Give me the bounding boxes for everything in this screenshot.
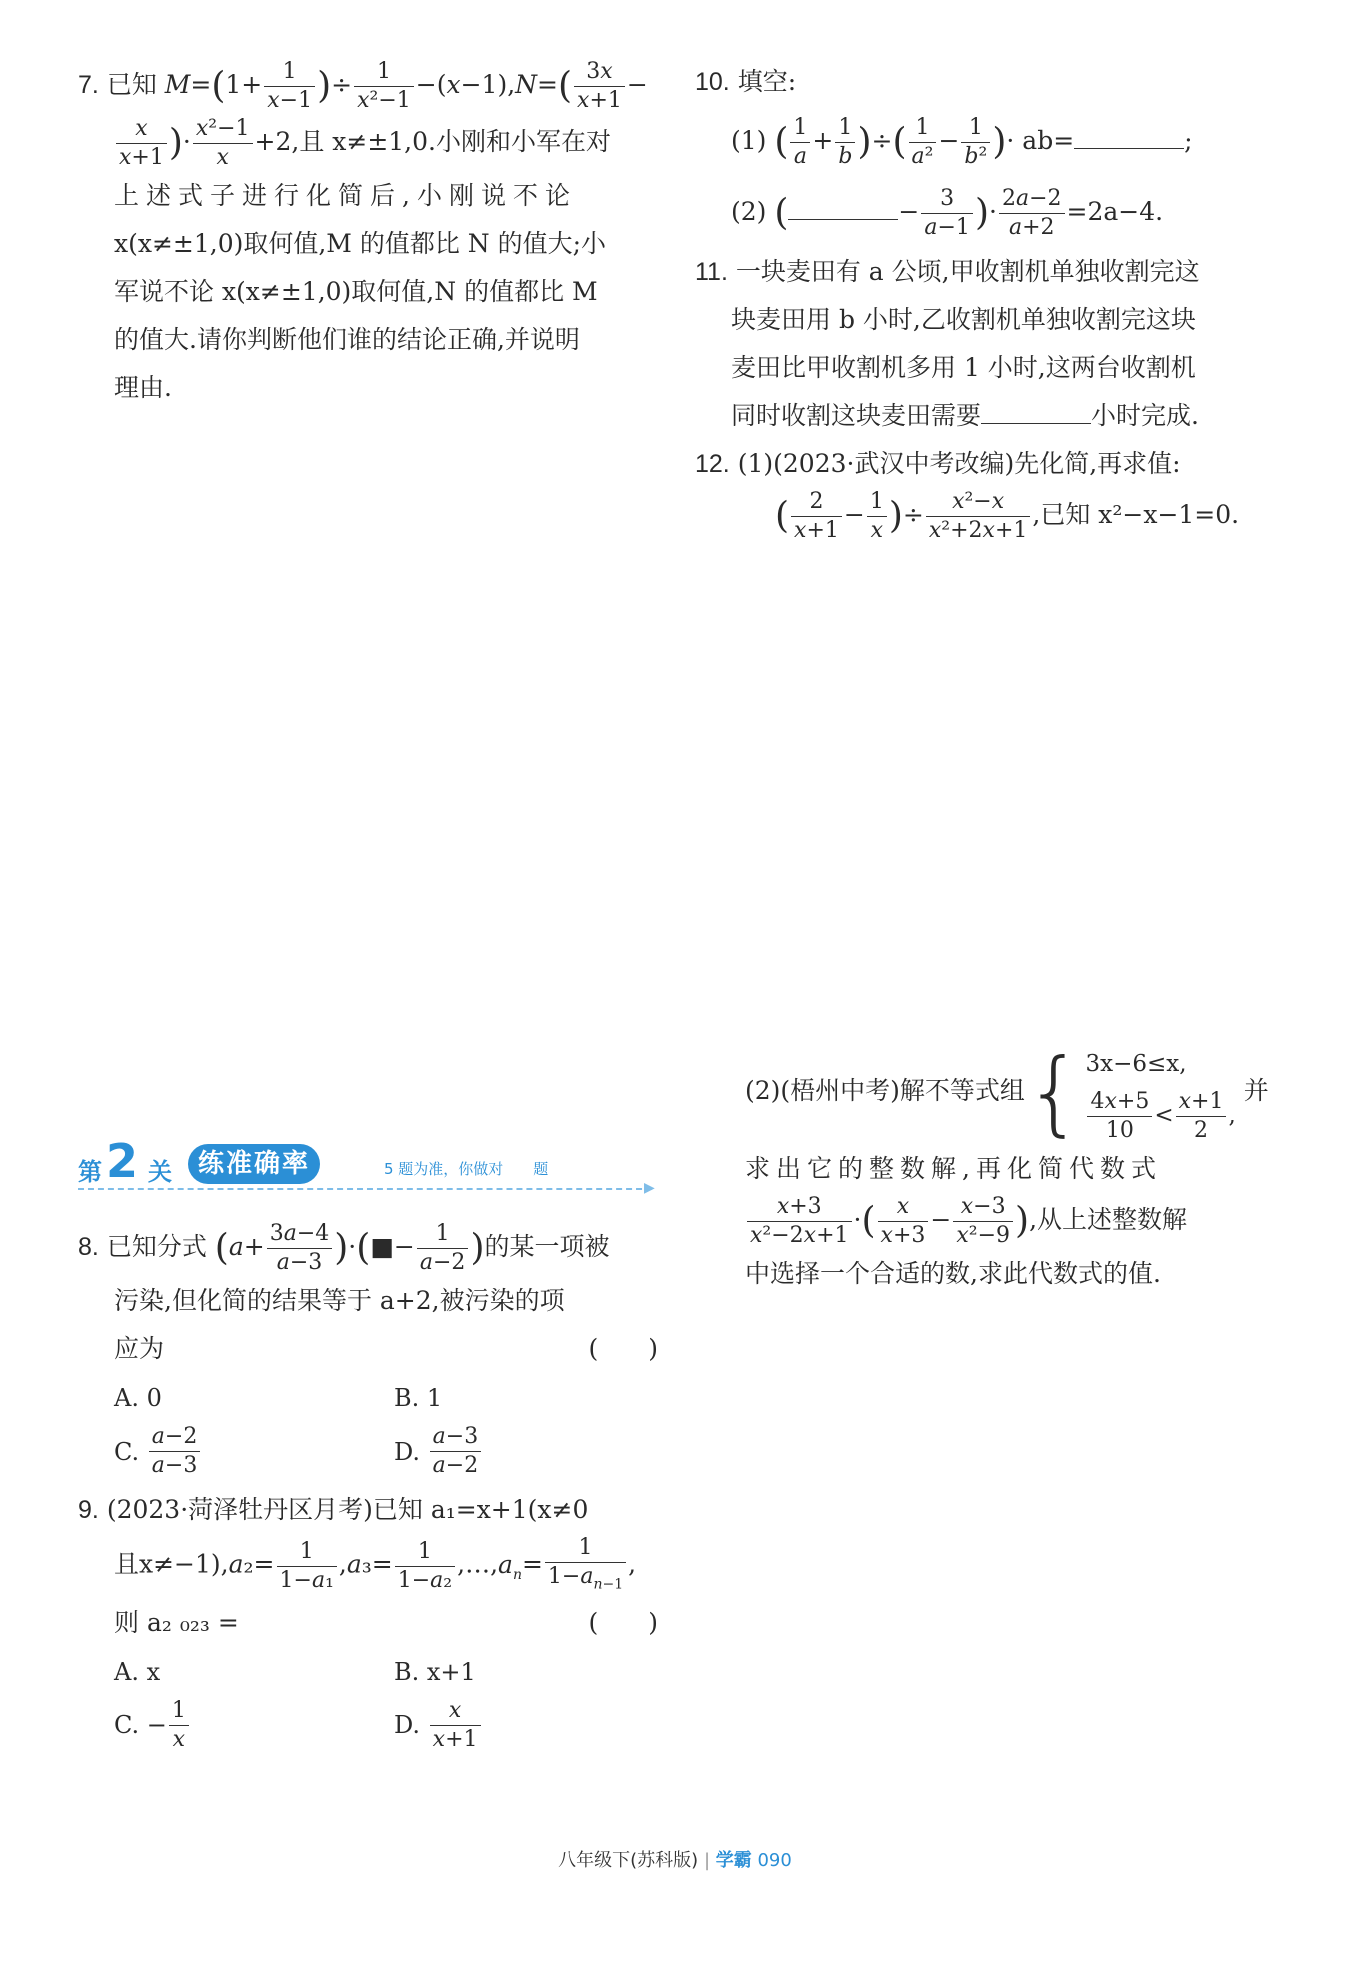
arrow-right-icon: ▶: [644, 1180, 655, 1196]
q8-tail: 的某一项被: [484, 1232, 610, 1261]
banner-guan: 关: [148, 1158, 172, 1186]
question-8: 8. 已知分式 (a+ $\frac{3a-4}{a-3}$ )·(■− $\frac{1}{a-2}$ )的某一项被 污染,但化简的结果等于 a+2,被污染的项 应为 ( ) A. 0 B. 1 C. $\frac{a-2}{a-3}$ D. $\frac{a-3}{a-2}$: [78, 1220, 658, 1480]
q9-answer-paren[interactable]: ( ): [588, 1607, 658, 1637]
q7-line2: +2,且 x≠±1,0.小刚和小军在对: [254, 127, 611, 156]
q9-option-c[interactable]: C. − $\frac{1}{x}$: [114, 1697, 394, 1754]
q12-number: 12.: [695, 450, 730, 478]
q11-line3: 麦田比甲收割机多用 1 小时,这两台收割机: [731, 353, 1196, 382]
q12-line1: (1)(2023·武汉中考改编)先化简,再求值:: [737, 449, 1181, 478]
q8-lead: 已知分式: [106, 1232, 207, 1261]
q10-title: 填空:: [737, 67, 797, 96]
question-10: 10. 填空: (1) ( $\frac{1}{a}$ + $\frac{1}{b}$ )÷( $\frac{1}{\text{a²}}$ − $\frac{1}{\text{b²}}$ )· ab= ; (2) ( − $\frac{3}{a-1}$ )· $\frac{2a-2}{a+2}$ =2a−4.: [695, 67, 1193, 240]
banner-di: 第: [78, 1158, 102, 1186]
q10-part2-tail: =2a−4.: [1066, 197, 1164, 226]
q8-option-b[interactable]: B. 1: [394, 1384, 443, 1412]
page-footer: 八年级下(苏科版) | 学霸 090: [558, 1850, 792, 1871]
q10-part1-blank[interactable]: [1074, 122, 1184, 149]
question-12: 12. (1)(2023·武汉中考改编)先化简,再求值: ( $\frac{2}{x+1}$ − $\frac{1}{x}$ )÷ $\frac{\text{x²−x}}{\text{x²+2x+1}}$ ,已知 x²−x−1=0.: [695, 449, 1240, 543]
footer-grade: 八年级下(苏科版): [558, 1850, 699, 1871]
footer-brand: 学霸: [715, 1850, 752, 1871]
question-11: [695, 248, 1285, 440]
q9-option-a[interactable]: A. x: [114, 1657, 161, 1686]
q10-part1-tail: · ab=: [1006, 126, 1075, 155]
q8-option-a[interactable]: A. 0: [114, 1384, 162, 1412]
q8-options: [78, 1373, 658, 1480]
ineq-1: 3x−6≤x,: [1085, 1051, 1187, 1077]
inequality-system: { 3x−6≤x, $\frac{4x+5}{10}$ < $\frac{x+1}{2}$ ,: [1024, 1038, 1236, 1146]
q9-line3: 则 a₂ ₀₂₃ =: [114, 1607, 239, 1637]
q8-line2: 污染,但化简的结果等于 a+2,被污染的项: [114, 1286, 565, 1315]
q11-blank[interactable]: [981, 397, 1091, 424]
q12-line5: 中选择一个合适的数,求此代数式的值.: [745, 1259, 1161, 1288]
q10-number: 10.: [695, 68, 730, 96]
q7-line3: 上述式子进行化简后,小刚说不论: [114, 181, 577, 210]
q8-option-d[interactable]: D. $\frac{a-3}{a-2}$: [394, 1423, 674, 1480]
q8-line3: 应为: [114, 1334, 165, 1363]
left-column: [78, 58, 658, 412]
q12-condition: ,已知 x²−x−1=0.: [1032, 500, 1240, 529]
q7-line5: 军说不论 x(x≠±1,0)取何值,N 的值都比 M: [114, 277, 598, 306]
q11-line4b: 小时完成.: [1091, 401, 1199, 430]
q11-line4a: 同时收割这块麦田需要: [731, 401, 982, 430]
q9-line1: (2023·菏泽牡丹区月考)已知 a₁=x+1(x≠0: [106, 1495, 589, 1524]
left-column-lower: [78, 1220, 658, 1754]
ineq-2: $\frac{4x+5}{10}$ < $\frac{x+1}{2}$ ,: [1085, 1088, 1235, 1145]
q10-part2-blank[interactable]: [788, 193, 898, 220]
q9-number: 9.: [78, 1496, 99, 1524]
question-7: 7. 已知 M=(1+ $\frac{1}{x-1}$ )÷ $\frac{1}{\text{x²−1}}$ −(x−1),N=( $\frac{3x}{x+1}$ − $\frac{x}{x+1}$ )· $\frac{\text{x²−1}}{x}$ +2,且 x≠±1,0.小刚和小军在对 上述式子进行化简后,小刚说不论 x(x≠±1,0)取何值,M 的值都比 N 的值大;小 军说不论 x(x≠±1,0)取何值,N 的值都比 M 的值大.请你判断他们谁的结论正确,并说明 理由.: [78, 58, 658, 412]
q7-intro: 已知: [106, 70, 157, 99]
q10-part2-label: (2): [731, 197, 767, 226]
q7-line7: 理由.: [114, 373, 172, 402]
page-number: 090: [757, 1850, 792, 1871]
banner-divider: [78, 1188, 652, 1190]
q9-line2: 且x≠−1),: [114, 1549, 229, 1579]
q12-part2-label: (2)(梧州中考)解不等式组: [745, 1076, 1025, 1105]
q7-line6: 的值大.请你判断他们谁的结论正确,并说明: [114, 325, 580, 354]
q12-part2-tail: 并: [1243, 1076, 1269, 1105]
q9-options: [78, 1647, 658, 1754]
q12-line3: 求出它的整数解,再化简代数式: [745, 1154, 1162, 1183]
banner-number: 2: [106, 1134, 139, 1188]
q11-line1: 一块麦田有 a 公顷,甲收割机单独收割完这: [735, 257, 1200, 286]
q7-number: 7.: [78, 71, 99, 99]
q11-number: 11.: [695, 258, 728, 286]
banner-subtitle: 5 题为准，你做对 题: [384, 1160, 549, 1178]
q8-number: 8.: [78, 1233, 99, 1261]
section-banner: [78, 1134, 658, 1196]
banner-tag: 练准确率: [188, 1144, 320, 1184]
q8-answer-paren[interactable]: ( ): [588, 1334, 658, 1363]
q8-option-c[interactable]: C. $\frac{a-2}{a-3}$: [114, 1423, 394, 1480]
q10-part1-label: (1): [731, 126, 767, 155]
q12-line4-tail: ,从上述整数解: [1029, 1205, 1188, 1234]
q11-line2: 块麦田用 b 小时,乙收割机单独收割完这块: [731, 305, 1196, 334]
question-9: 9. (2023·菏泽牡丹区月考)已知 a₁=x+1(x≠0 且x≠−1),a₂= $\frac{1}{\text{1−a₁}}$ ,a₃= $\frac{1}{\text{1−a₂}}$ $,\dots,a_n=$ $\frac{1}{1-a_{n-1}}$ , 则 a₂ ₀₂₃ = ( ) A. x B. x+1 C. − $\frac{1}{x}$ D. $\frac{x}{x+1}$: [78, 1486, 658, 1754]
question-12-part2: (2)(梧州中考)解不等式组 { 3x−6≤x, $\frac{4x+5}{10}$ < $\frac{x+1}{2}$ , 并 求出它的整数解,再化简代数式 $\frac{x+3}{\text{x²−2x+1}}$ ·( $\frac{x}{x+3}$ − $\frac{x-3}{\text{x²−9}}$ ),从上述整数解 中选择一个合适的数,求此代数式的值.: [745, 1040, 1285, 1298]
right-column: [695, 58, 1285, 545]
q9-option-d[interactable]: D. $\frac{x}{x+1}$: [394, 1697, 674, 1754]
q7-line4: x(x≠±1,0)取何值,M 的值都比 N 的值大;小: [114, 229, 607, 258]
q9-option-b[interactable]: B. x+1: [394, 1657, 476, 1686]
